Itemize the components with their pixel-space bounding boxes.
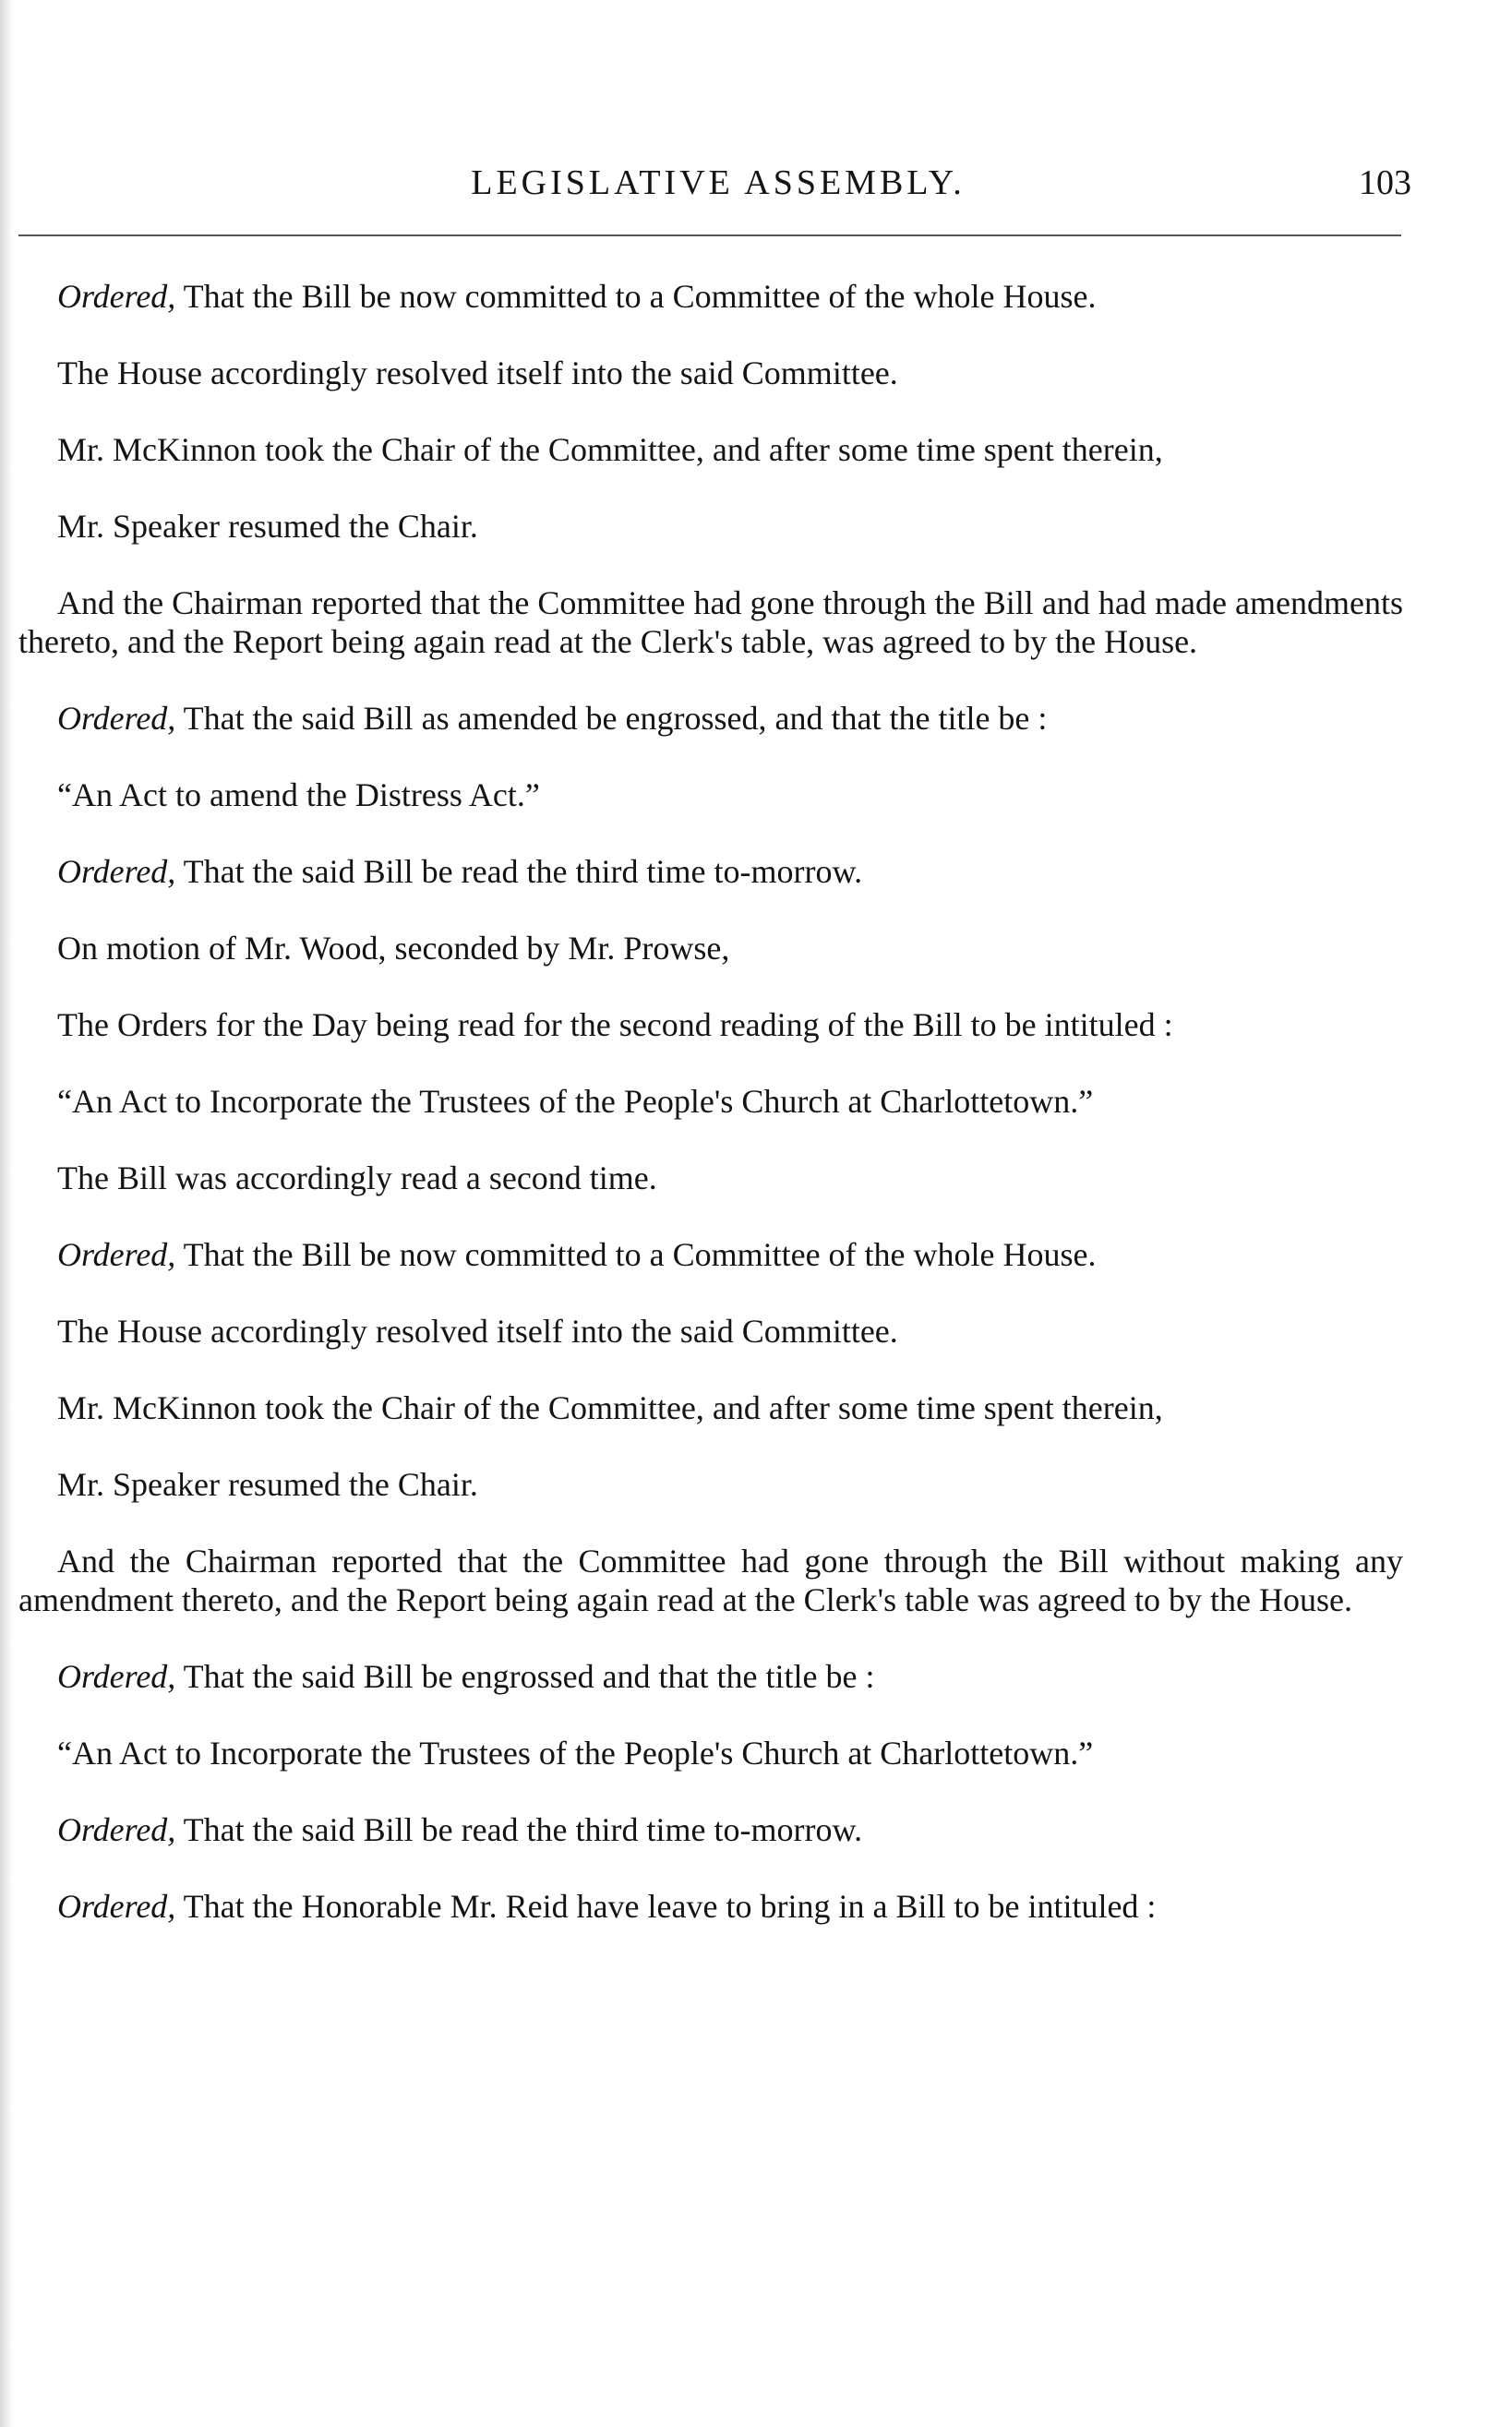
paragraph-chairman-report: And the Chairman reported that the Committee had gone through the Bill and had made amendments thereto, and the Report being again read at the Clerk's table, was agreed to by the House. <box>18 584 1403 660</box>
paragraph-chair-taken: Mr. McKinnon took the Chair of the Committee, and after some time spent therein, <box>57 431 1163 468</box>
paragraph-resolved-committee: The House accordingly resolved itself into the said Committee. <box>57 1313 898 1350</box>
bill-title-quote: “An Act to Incorporate the Trustees of the People's Church at Charlottetown.” <box>57 1083 1094 1120</box>
paragraph-text: That the Bill be now committed to a Committee of the whole House. <box>183 278 1097 315</box>
page-spine-shadow <box>0 0 13 2427</box>
ordered-label: Ordered, <box>57 278 176 315</box>
paragraph-ordered-leave <box>18 1887 1403 1926</box>
paragraph-orders-of-day: The Orders for the Day being read for the second reading of the Bill to be intituled : <box>57 1006 1173 1043</box>
paragraph-text: That the said Bill be read the third time to-morrow. <box>183 1811 863 1848</box>
ordered-label: Ordered, <box>57 853 176 890</box>
ordered-label: Ordered, <box>57 1236 176 1273</box>
paragraph-ordered-third-reading <box>18 852 1403 891</box>
page-header <box>18 155 1411 210</box>
paragraph-ordered-third-reading <box>18 1810 1403 1849</box>
bill-title-quote: “An Act to amend the Distress Act.” <box>57 776 540 813</box>
paragraph-second-reading: The Bill was accordingly read a second time. <box>57 1159 657 1196</box>
paragraph-ordered-engrossed <box>18 699 1403 738</box>
bill-title-quote: “An Act to Incorporate the Trustees of the People's Church at Charlottetown.” <box>57 1735 1094 1772</box>
ordered-label: Ordered, <box>57 1658 176 1695</box>
paragraph-ordered-engrossed <box>18 1657 1403 1696</box>
header-rule <box>18 234 1401 236</box>
paragraph-text: That the Bill be now committed to a Committee of the whole House. <box>183 1236 1097 1273</box>
ordered-label: Ordered, <box>57 700 176 737</box>
paragraph-speaker-resumed: Mr. Speaker resumed the Chair. <box>57 1466 478 1503</box>
paragraph-chairman-report: And the Chairman reported that the Committee had gone through the Bill without making any amendment thereto, and the Report being again read at the Clerk's table was agreed to by the House. <box>18 1543 1403 1618</box>
paragraph-text: That the said Bill be read the third time to-morrow. <box>183 853 863 890</box>
paragraph-text: That the said Bill as amended be engrossed, and that the title be : <box>183 700 1048 737</box>
page-number: 103 <box>1359 163 1411 202</box>
paragraph-text: That the said Bill be engrossed and that the title be : <box>183 1658 875 1695</box>
paragraph-chair-taken: Mr. McKinnon took the Chair of the Committee, and after some time spent therein, <box>57 1389 1163 1426</box>
running-head: LEGISLATIVE ASSEMBLY. <box>471 163 966 202</box>
paragraph-resolved-committee: The House accordingly resolved itself into the said Committee. <box>57 354 898 391</box>
ordered-label: Ordered, <box>57 1811 176 1848</box>
paragraph-speaker-resumed: Mr. Speaker resumed the Chair. <box>57 508 478 545</box>
page-body <box>18 277 1403 1926</box>
paragraph-text: That the Honorable Mr. Reid have leave to bring in a Bill to be intituled : <box>183 1888 1157 1925</box>
paragraph-motion: On motion of Mr. Wood, seconded by Mr. Prowse, <box>57 930 730 967</box>
ordered-label: Ordered, <box>57 1888 176 1925</box>
paragraph-ordered-commit <box>18 1235 1403 1274</box>
paragraph-ordered-commit <box>18 277 1403 316</box>
